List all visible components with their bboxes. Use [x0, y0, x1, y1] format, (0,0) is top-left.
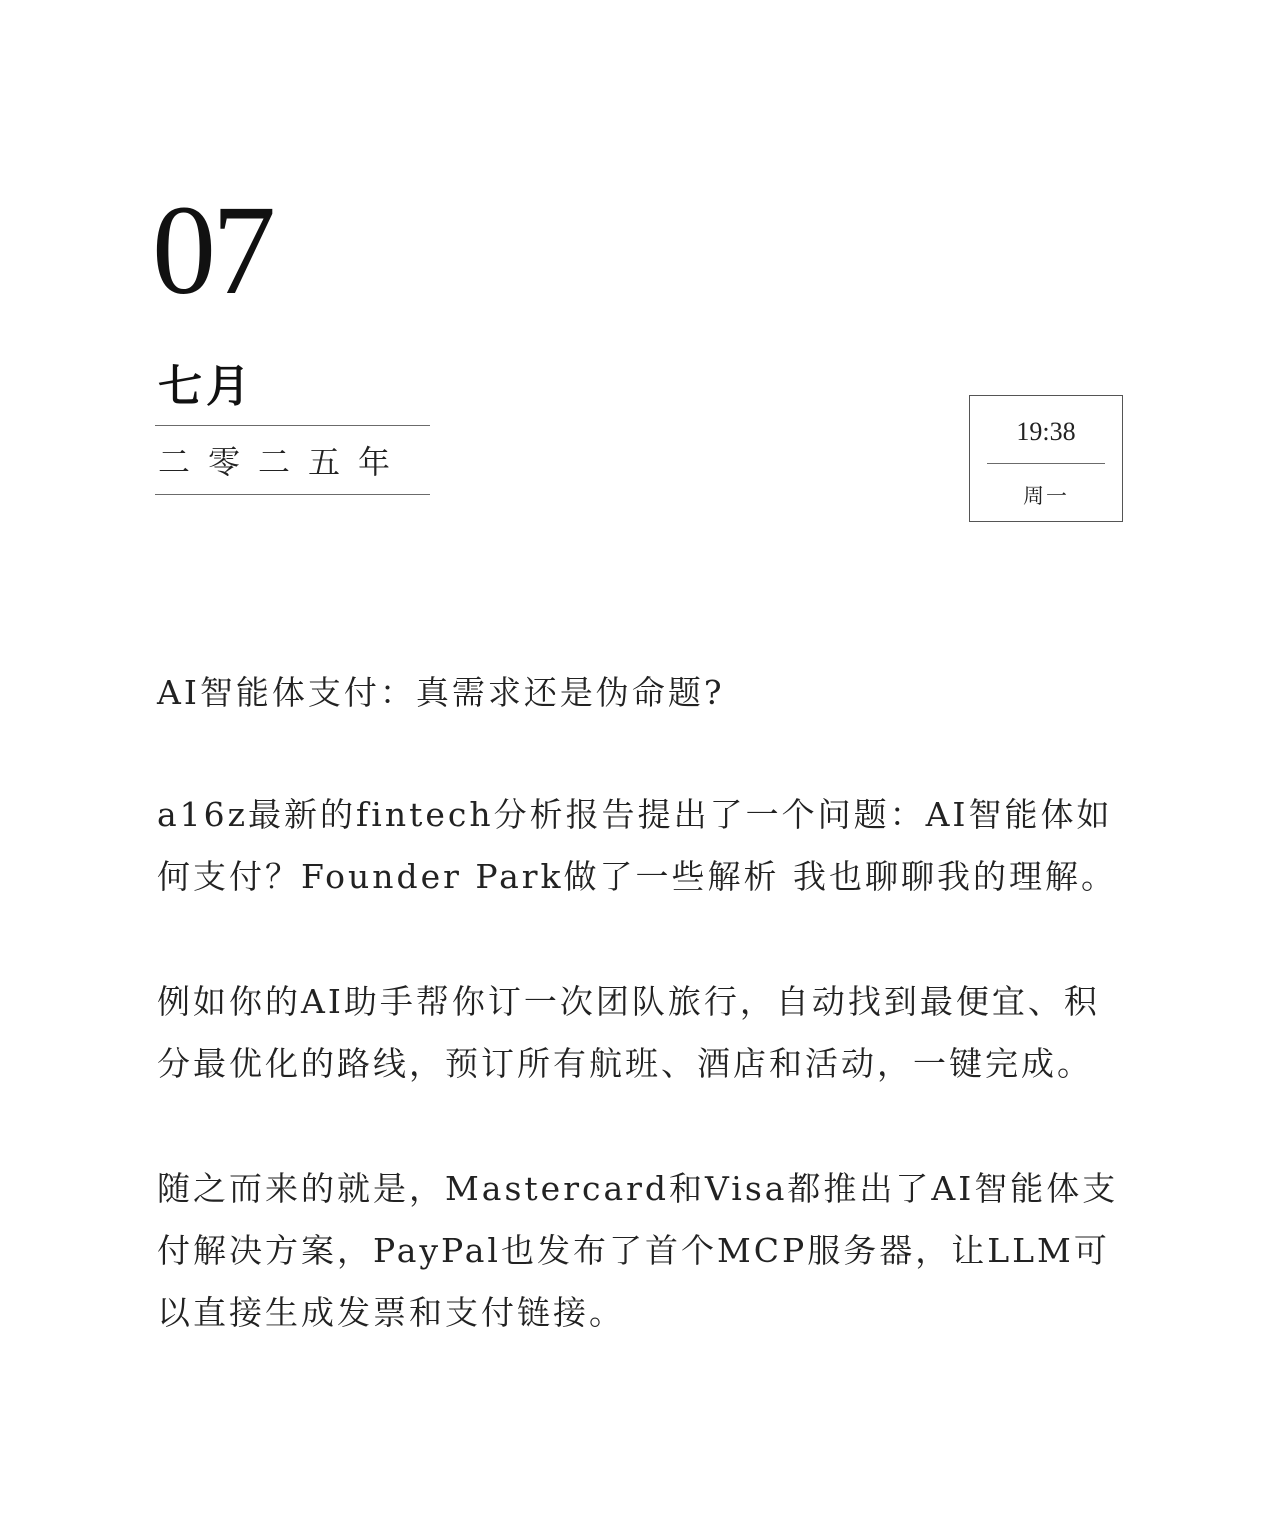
divider-bottom	[155, 494, 430, 495]
weekday-label: 周一	[1023, 484, 1069, 508]
article-paragraph-3: 随之而来的就是，Mastercard和Visa都推出了AI智能体支付解决方案，PayPal也发布了首个MCP服务器，让LLM可以直接生成发票和支付链接。	[157, 1169, 1119, 1332]
year-label: 二零二五年	[158, 443, 409, 481]
time-box-divider	[987, 463, 1105, 464]
article-title: AI智能体支付：真需求还是伪命题?	[157, 673, 725, 712]
article-body	[157, 662, 1122, 1344]
time-weekday-box	[969, 395, 1123, 522]
article-paragraph-1: a16z最新的fintech分析报告提出了一个问题：AI智能体如何支付？Founder Park做了一些解析 我也聊聊我的理解。	[157, 795, 1118, 896]
month-label: 七月	[158, 361, 254, 412]
day-number: 07	[152, 179, 272, 321]
divider-top	[155, 425, 430, 426]
article-paragraph-2: 例如你的AI助手帮你订一次团队旅行，自动找到最便宜、积分最优化的路线，预订所有航班、酒店和活动，一键完成。	[157, 982, 1100, 1083]
time-label: 19:38	[1016, 417, 1076, 446]
